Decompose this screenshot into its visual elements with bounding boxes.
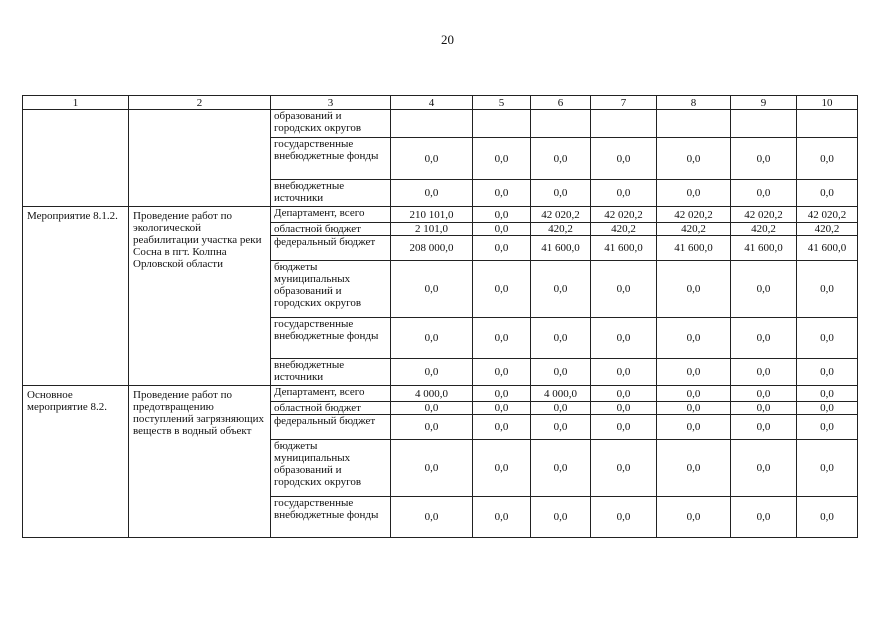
funding-source: бюджеты муниципальных образований и городских округов — [271, 261, 391, 318]
amount-cell: 0,0 — [531, 261, 591, 318]
amount-cell: 41 600,0 — [797, 236, 858, 261]
amount-cell: 0,0 — [391, 359, 473, 386]
column-number: 2 — [129, 96, 271, 110]
amount-cell: 0,0 — [797, 138, 858, 180]
amount-cell: 42 020,2 — [731, 207, 797, 223]
amount-cell: 0,0 — [591, 318, 657, 359]
amount-cell: 0,0 — [391, 318, 473, 359]
amount-cell: 0,0 — [591, 440, 657, 497]
amount-cell: 0,0 — [731, 440, 797, 497]
amount-cell: 0,0 — [731, 415, 797, 440]
amount-cell — [391, 110, 473, 138]
amount-cell: 0,0 — [797, 359, 858, 386]
amount-cell: 0,0 — [473, 497, 531, 538]
amount-cell: 0,0 — [531, 359, 591, 386]
amount-cell: 0,0 — [657, 440, 731, 497]
amount-cell: 41 600,0 — [731, 236, 797, 261]
amount-cell: 0,0 — [391, 497, 473, 538]
amount-cell: 0,0 — [591, 261, 657, 318]
event-name: Проведение работ по экологической реабилитации участка реки Сосна в пгт. Колпна Орловской области — [129, 207, 271, 386]
budget-table — [22, 95, 858, 538]
funding-source: государственные внебюджетные фонды — [271, 497, 391, 538]
amount-cell: 420,2 — [657, 223, 731, 236]
funding-source: федеральный бюджет — [271, 236, 391, 261]
amount-cell: 0,0 — [591, 415, 657, 440]
amount-cell: 0,0 — [473, 386, 531, 402]
funding-source: внебюджетные источники — [271, 180, 391, 207]
table-row — [23, 386, 858, 402]
amount-cell: 0,0 — [731, 261, 797, 318]
column-number: 10 — [797, 96, 858, 110]
amount-cell: 0,0 — [473, 359, 531, 386]
amount-cell: 42 020,2 — [657, 207, 731, 223]
amount-cell: 0,0 — [473, 223, 531, 236]
funding-source: федеральный бюджет — [271, 415, 391, 440]
amount-cell: 0,0 — [731, 359, 797, 386]
event-name: Проведение работ по предотвращению поступлений загрязняющих веществ в водный объект — [129, 386, 271, 538]
funding-source: внебюджетные источники — [271, 359, 391, 386]
funding-source: Департамент, всего — [271, 207, 391, 223]
amount-cell: 0,0 — [473, 318, 531, 359]
amount-cell: 210 101,0 — [391, 207, 473, 223]
amount-cell: 0,0 — [531, 402, 591, 415]
amount-cell: 42 020,2 — [591, 207, 657, 223]
funding-source: государственные внебюджетные фонды — [271, 318, 391, 359]
amount-cell: 0,0 — [531, 415, 591, 440]
column-number: 5 — [473, 96, 531, 110]
amount-cell — [797, 110, 858, 138]
column-number: 3 — [271, 96, 391, 110]
amount-cell: 0,0 — [473, 402, 531, 415]
amount-cell: 420,2 — [531, 223, 591, 236]
amount-cell: 41 600,0 — [591, 236, 657, 261]
amount-cell: 0,0 — [391, 402, 473, 415]
amount-cell: 41 600,0 — [531, 236, 591, 261]
amount-cell — [591, 110, 657, 138]
amount-cell: 0,0 — [531, 138, 591, 180]
amount-cell: 2 101,0 — [391, 223, 473, 236]
amount-cell: 0,0 — [391, 180, 473, 207]
amount-cell: 42 020,2 — [797, 207, 858, 223]
amount-cell: 0,0 — [797, 318, 858, 359]
amount-cell: 0,0 — [473, 415, 531, 440]
funding-source: образований и городских округов — [271, 110, 391, 138]
funding-source: областной бюджет — [271, 402, 391, 415]
amount-cell: 0,0 — [797, 386, 858, 402]
amount-cell: 0,0 — [731, 318, 797, 359]
amount-cell: 0,0 — [731, 402, 797, 415]
amount-cell: 0,0 — [473, 207, 531, 223]
amount-cell: 0,0 — [657, 261, 731, 318]
amount-cell: 0,0 — [657, 359, 731, 386]
amount-cell: 420,2 — [731, 223, 797, 236]
amount-cell: 0,0 — [657, 415, 731, 440]
amount-cell: 0,0 — [473, 180, 531, 207]
amount-cell: 0,0 — [531, 318, 591, 359]
amount-cell: 0,0 — [797, 402, 858, 415]
amount-cell: 0,0 — [591, 386, 657, 402]
column-number: 4 — [391, 96, 473, 110]
amount-cell: 0,0 — [391, 415, 473, 440]
amount-cell: 0,0 — [657, 318, 731, 359]
amount-cell: 420,2 — [591, 223, 657, 236]
column-number: 1 — [23, 96, 129, 110]
amount-cell: 0,0 — [473, 138, 531, 180]
amount-cell: 0,0 — [531, 180, 591, 207]
column-number: 6 — [531, 96, 591, 110]
amount-cell: 0,0 — [731, 386, 797, 402]
amount-cell — [731, 110, 797, 138]
amount-cell: 0,0 — [657, 402, 731, 415]
amount-cell — [531, 110, 591, 138]
amount-cell: 0,0 — [591, 402, 657, 415]
amount-cell: 42 020,2 — [531, 207, 591, 223]
amount-cell: 0,0 — [657, 497, 731, 538]
amount-cell: 0,0 — [657, 138, 731, 180]
table-row — [23, 110, 858, 138]
amount-cell: 0,0 — [797, 180, 858, 207]
amount-cell: 0,0 — [391, 440, 473, 497]
column-number: 8 — [657, 96, 731, 110]
amount-cell — [657, 110, 731, 138]
amount-cell: 0,0 — [591, 497, 657, 538]
column-number-row — [23, 96, 858, 110]
amount-cell: 0,0 — [531, 440, 591, 497]
amount-cell: 0,0 — [391, 138, 473, 180]
amount-cell: 0,0 — [473, 440, 531, 497]
event-code: Основное мероприятие 8.2. — [23, 386, 129, 538]
amount-cell: 4 000,0 — [391, 386, 473, 402]
amount-cell: 0,0 — [797, 261, 858, 318]
event-code-cell — [23, 110, 129, 207]
amount-cell: 420,2 — [797, 223, 858, 236]
amount-cell: 41 600,0 — [657, 236, 731, 261]
amount-cell: 0,0 — [797, 440, 858, 497]
funding-source: бюджеты муниципальных образований и городских округов — [271, 440, 391, 497]
event-code: Мероприятие 8.1.2. — [23, 207, 129, 386]
amount-cell: 4 000,0 — [531, 386, 591, 402]
amount-cell: 0,0 — [531, 497, 591, 538]
amount-cell: 0,0 — [391, 261, 473, 318]
amount-cell: 208 000,0 — [391, 236, 473, 261]
amount-cell — [473, 110, 531, 138]
event-name-cell — [129, 110, 271, 207]
page-number: 20 — [441, 32, 454, 47]
amount-cell: 0,0 — [657, 180, 731, 207]
funding-source: Департамент, всего — [271, 386, 391, 402]
amount-cell: 0,0 — [591, 359, 657, 386]
amount-cell: 0,0 — [797, 415, 858, 440]
table-row — [23, 207, 858, 223]
column-number: 9 — [731, 96, 797, 110]
amount-cell: 0,0 — [731, 138, 797, 180]
funding-source: государственные внебюджетные фонды — [271, 138, 391, 180]
column-number: 7 — [591, 96, 657, 110]
amount-cell: 0,0 — [473, 236, 531, 261]
amount-cell: 0,0 — [591, 138, 657, 180]
amount-cell: 0,0 — [657, 386, 731, 402]
amount-cell: 0,0 — [731, 180, 797, 207]
amount-cell: 0,0 — [797, 497, 858, 538]
amount-cell: 0,0 — [731, 497, 797, 538]
amount-cell: 0,0 — [591, 180, 657, 207]
funding-source: областной бюджет — [271, 223, 391, 236]
amount-cell: 0,0 — [473, 261, 531, 318]
